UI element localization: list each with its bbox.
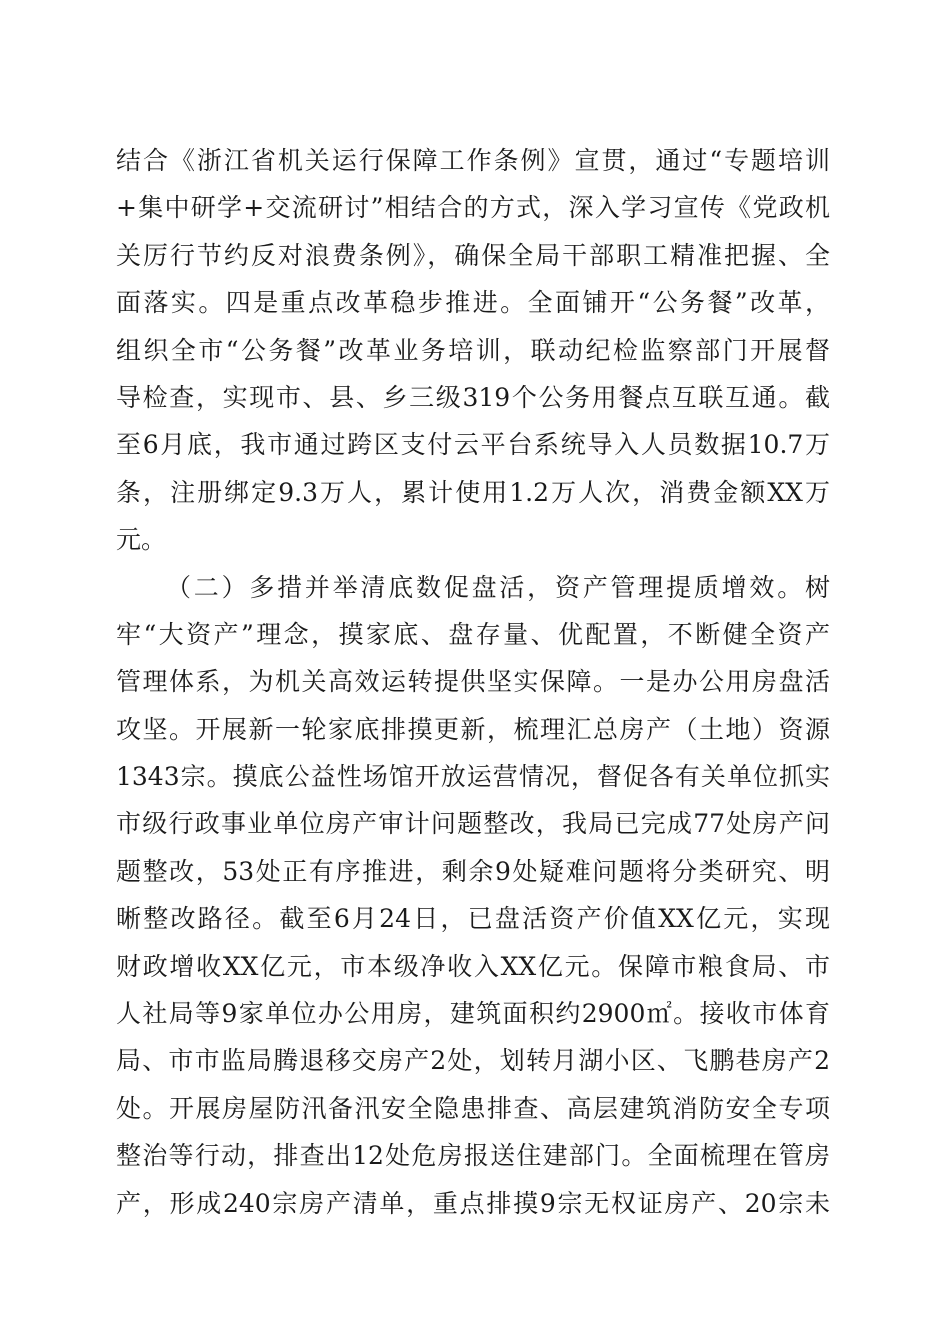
text-line: 题整改，53处正有序推进，剩余9处疑难问题将分类研究、明 — [116, 856, 830, 886]
text-line: +集中研学+交流研讨”相结合的方式，深入学习宣传《党政机 — [116, 193, 830, 223]
text-line: 导检查，实现市、县、乡三级319个公务用餐点互联互通。截 — [116, 382, 830, 412]
text-line: 处。开展房屋防汛备汛安全隐患排查、高层建筑消防安全专项 — [116, 1093, 830, 1123]
text-line: 管理体系，为机关高效运转提供坚实保障。一是办公用房盘活 — [116, 667, 830, 697]
paragraph-1 — [116, 137, 830, 564]
text-line: 面落实。四是重点改革稳步推进。全面铺开“公务餐”改革， — [116, 288, 830, 318]
document-body — [116, 137, 830, 1227]
text-line: 1343宗。摸底公益性场馆开放运营情况，督促各有关单位抓实 — [116, 762, 830, 792]
text-line: 元。 — [116, 525, 167, 555]
text-line: 产，形成240宗房产清单，重点排摸9宗无权证房产、20宗未 — [116, 1188, 830, 1218]
text-line: 整治等行动，排查出12处危房报送住建部门。全面梳理在管房 — [116, 1141, 830, 1171]
text-line: 攻坚。开展新一轮家底排摸更新，梳理汇总房产（土地）资源 — [116, 714, 830, 744]
paragraph-2 — [116, 564, 830, 1227]
text-line: 结合《浙江省机关运行保障工作条例》宣贯，通过“专题培训 — [116, 146, 830, 175]
text-line: 条，注册绑定9.3万人，累计使用1.2万人次，消费金额XX万 — [116, 477, 830, 507]
section-heading-line: （二）多措并举清底数促盘活，资产管理提质增效。树 — [166, 572, 830, 602]
text-line: 人社局等9家单位办公用房，建筑面积约2900㎡。接收市体育 — [116, 999, 830, 1029]
text-line: 市级行政事业单位房产审计问题整改，我局已完成77处房产问 — [116, 809, 830, 839]
text-line: 牢“大资产”理念，摸家底、盘存量、优配置，不断健全资产 — [116, 619, 830, 649]
text-line: 晰整改路径。截至6月24日，已盘活资产价值XX亿元，实现 — [116, 904, 830, 934]
text-line: 至6月底，我市通过跨区支付云平台系统导入人员数据10.7万 — [116, 430, 830, 460]
text-line: 关厉行节约反对浪费条例》，确保全局干部职工精准把握、全 — [116, 240, 830, 270]
text-line: 组织全市“公务餐”改革业务培训，联动纪检监察部门开展督 — [116, 335, 830, 365]
text-line: 局、市市监局腾退移交房产2处，划转月湖小区、飞鹏巷房产2 — [116, 1046, 830, 1076]
text-line: 财政增收XX亿元，市本级净收入XX亿元。保障市粮食局、市 — [116, 951, 830, 981]
